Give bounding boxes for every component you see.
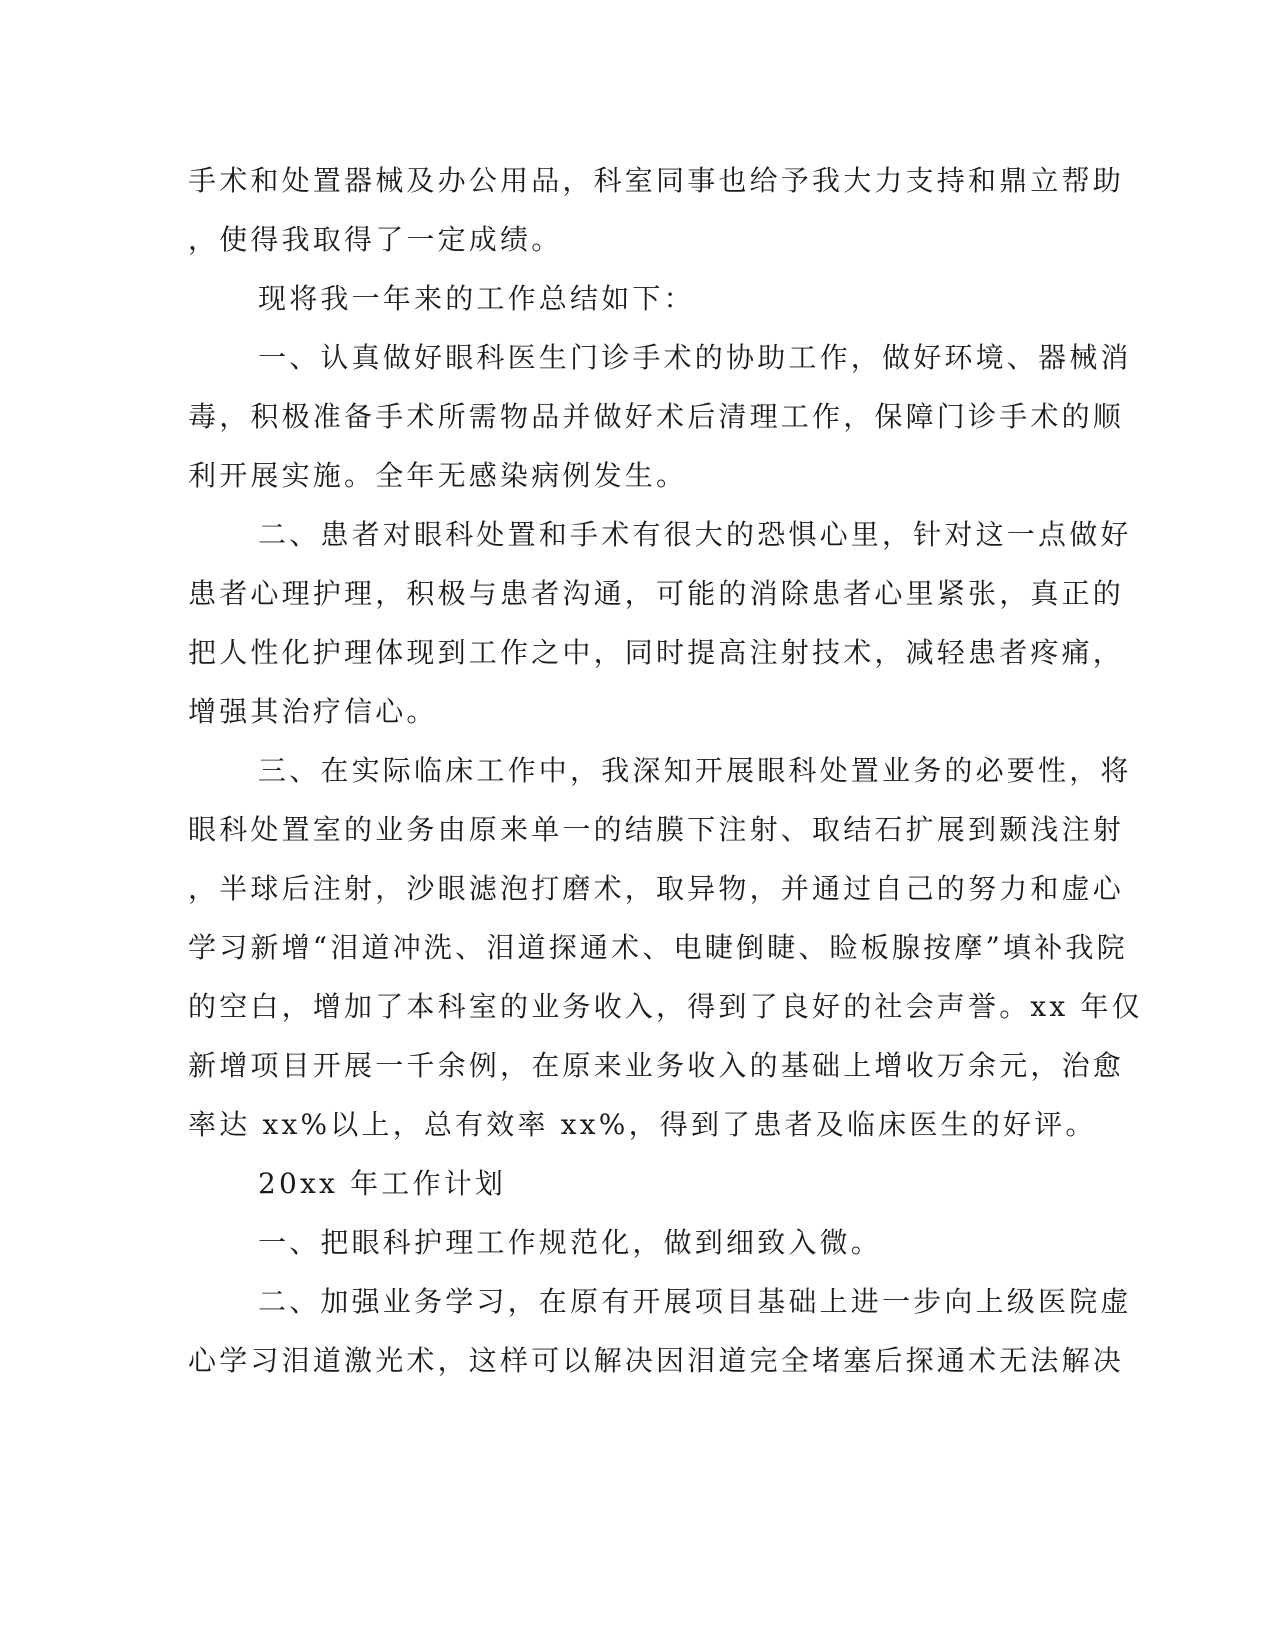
paragraph-item-3-line-4: 学习新增“泪道冲洗、泪道探通术、电睫倒睫、睑板腺按摩”填补我院	[188, 931, 1128, 964]
plan-item-2-line-2: 心学习泪道激光术，这样可以解决因泪道完全堵塞后探通术无法解决	[188, 1344, 1125, 1377]
text-line-2: ，使得我取得了一定成绩。	[188, 223, 563, 256]
paragraph-item-3-line-7: 率达 xx%以上，总有效率 xx%，得到了患者及临床医生的好评。	[188, 1108, 1097, 1141]
section-heading-work-plan: 20xx 年工作计划	[258, 1167, 507, 1200]
paragraph-item-3-line-5: 的空白，增加了本科室的业务收入，得到了良好的社会声誉。xx 年仅	[188, 990, 1143, 1023]
paragraph-item-2-line-1: 二、患者对眼科处置和手术有很大的恐惧心里，针对这一点做好	[258, 518, 1132, 551]
paragraph-summary-intro: 现将我一年来的工作总结如下：	[258, 282, 695, 315]
paragraph-item-2-line-2: 患者心理护理，积极与患者沟通，可能的消除患者心里紧张，真正的	[188, 577, 1125, 610]
paragraph-item-1-line-3: 利开展实施。全年无感染病例发生。	[188, 459, 688, 492]
paragraph-item-3-line-3: ，半球后注射，沙眼滤泡打磨术，取异物，并通过自己的努力和虚心	[188, 872, 1125, 905]
paragraph-item-2-line-4: 增强其治疗信心。	[188, 695, 438, 728]
plan-item-1: 一、把眼科护理工作规范化，做到细致入微。	[258, 1226, 883, 1259]
paragraph-item-1-line-2: 毒，积极准备手术所需物品并做好术后清理工作，保障门诊手术的顺	[188, 400, 1125, 433]
plan-item-2-line-1: 二、加强业务学习，在原有开展项目基础上进一步向上级医院虚	[258, 1285, 1132, 1318]
paragraph-item-1-line-1: 一、认真做好眼科医生门诊手术的协助工作，做好环境、器械消	[258, 341, 1132, 374]
paragraph-item-3-line-2: 眼科处置室的业务由原来单一的结膜下注射、取结石扩展到颞浅注射	[188, 813, 1125, 846]
paragraph-item-3-line-1: 三、在实际临床工作中，我深知开展眼科处置业务的必要性，将	[258, 754, 1132, 787]
text-line-1: 手术和处置器械及办公用品，科室同事也给予我大力支持和鼎立帮助	[188, 164, 1125, 197]
paragraph-item-3-line-6: 新增项目开展一千余例，在原来业务收入的基础上增收万余元，治愈	[188, 1049, 1125, 1082]
paragraph-item-2-line-3: 把人性化护理体现到工作之中，同时提高注射技术，减轻患者疼痛，	[188, 636, 1125, 669]
